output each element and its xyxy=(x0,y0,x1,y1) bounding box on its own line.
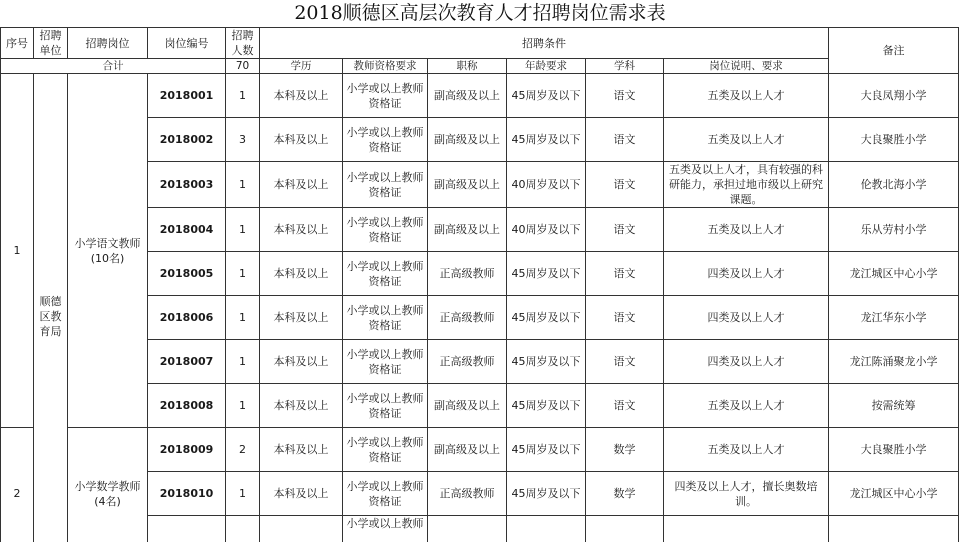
cell-education: 本科及以上 xyxy=(260,118,343,162)
cell-education: 本科及以上 xyxy=(260,340,343,384)
cell-subject: 语文 xyxy=(586,162,664,208)
cell-remark: 龙江华东小学 xyxy=(829,296,959,340)
cell-title: 副高级及以上 xyxy=(428,208,507,252)
cell-remark: 按需统筹 xyxy=(829,384,959,428)
subheader-row xyxy=(1,59,959,74)
header-remarks: 备注 xyxy=(829,28,959,74)
cell-remark: 龙江陈涌聚龙小学 xyxy=(829,340,959,384)
cell-subject: 语文 xyxy=(586,296,664,340)
table-row xyxy=(1,428,959,472)
cell-subject: 语文 xyxy=(586,74,664,118)
cell-code: 2018005 xyxy=(148,252,226,296)
cell-code: 2018008 xyxy=(148,384,226,428)
cell-age: 45周岁及以下 xyxy=(507,472,586,516)
cell-certificate: 小学或以上教师资格证 xyxy=(343,252,428,296)
cell-subject: 语文 xyxy=(586,340,664,384)
cell-code: 2018010 xyxy=(148,472,226,516)
subheader-age: 年龄要求 xyxy=(507,59,586,74)
cell-remark: 乐从劳村小学 xyxy=(829,208,959,252)
cell-certificate: 小学或以上教师资格证 xyxy=(343,74,428,118)
cell-count: 1 xyxy=(226,340,260,384)
cell-certificate: 小学或以上教师资格证 xyxy=(343,208,428,252)
cell-age: 45周岁及以下 xyxy=(507,74,586,118)
cell-description: 四类及以上人才 xyxy=(664,340,829,384)
header-code: 岗位编号 xyxy=(148,28,226,59)
cell-count xyxy=(226,516,260,542)
cell-description: 五类及以上人才，具有较强的科研能力，承担过地市级以上研究课题。 xyxy=(664,162,829,208)
cell-certificate: 小学或以上教师资格证 xyxy=(343,296,428,340)
cell-certificate: 小学或以上教师资格证 xyxy=(343,162,428,208)
cell-count: 1 xyxy=(226,162,260,208)
cell-subject xyxy=(586,516,664,542)
cell-code: 2018009 xyxy=(148,428,226,472)
cell-education: 本科及以上 xyxy=(260,208,343,252)
cell-description: 五类及以上人才 xyxy=(664,384,829,428)
cell-remark: 大良聚胜小学 xyxy=(829,428,959,472)
cell-age: 45周岁及以下 xyxy=(507,118,586,162)
cell-subject: 数学 xyxy=(586,472,664,516)
cell-remark: 大良聚胜小学 xyxy=(829,118,959,162)
subheader-certificate: 教师资格要求 xyxy=(343,59,428,74)
cell-code: 2018007 xyxy=(148,340,226,384)
cell-remark: 龙江城区中心小学 xyxy=(829,252,959,296)
cell-code: 2018001 xyxy=(148,74,226,118)
cell-title: 正高级教师 xyxy=(428,252,507,296)
cell-title: 副高级及以上 xyxy=(428,384,507,428)
cell-remark: 伦教北海小学 xyxy=(829,162,959,208)
cell-certificate: 小学或以上教师资格证 xyxy=(343,428,428,472)
cell-title: 副高级及以上 xyxy=(428,428,507,472)
group-seq: 2 xyxy=(1,428,34,542)
cell-title: 正高级教师 xyxy=(428,296,507,340)
group-post xyxy=(68,428,148,542)
cell-education: 本科及以上 xyxy=(260,428,343,472)
cell-education: 本科及以上 xyxy=(260,296,343,340)
cell-code: 2018004 xyxy=(148,208,226,252)
cell-subject: 语文 xyxy=(586,208,664,252)
cell-age: 45周岁及以下 xyxy=(507,252,586,296)
cell-education: 本科及以上 xyxy=(260,74,343,118)
cell-count: 1 xyxy=(226,74,260,118)
cell-subject: 数学 xyxy=(586,428,664,472)
cell-description: 五类及以上人才 xyxy=(664,208,829,252)
cell-education: 本科及以上 xyxy=(260,472,343,516)
cell-age: 45周岁及以下 xyxy=(507,428,586,472)
cell-age: 45周岁及以下 xyxy=(507,384,586,428)
cell-count: 1 xyxy=(226,252,260,296)
post-name: 小学数学教师 xyxy=(74,479,141,493)
header-row xyxy=(1,28,959,59)
post-count: (10名) xyxy=(90,251,125,265)
recruitment-table xyxy=(0,27,959,542)
table-row xyxy=(1,74,959,118)
subheader-subject: 学科 xyxy=(586,59,664,74)
header-conditions: 招聘条件 xyxy=(260,28,829,59)
cell-remark xyxy=(829,516,959,542)
cell-title: 正高级教师 xyxy=(428,340,507,384)
total-value: 70 xyxy=(226,59,260,74)
subheader-education: 学历 xyxy=(260,59,343,74)
cell-title xyxy=(428,516,507,542)
cell-count: 2 xyxy=(226,428,260,472)
post-name: 小学语文教师 xyxy=(74,236,141,250)
cell-count: 1 xyxy=(226,384,260,428)
cell-code: 2018002 xyxy=(148,118,226,162)
subheader-title: 职称 xyxy=(428,59,507,74)
cell-age: 40周岁及以下 xyxy=(507,208,586,252)
cell-age: 45周岁及以下 xyxy=(507,340,586,384)
cell-education: 本科及以上 xyxy=(260,384,343,428)
cell-age: 45周岁及以下 xyxy=(507,296,586,340)
cell-certificate: 小学或以上教师资格证 xyxy=(343,118,428,162)
header-post: 招聘岗位 xyxy=(68,28,148,59)
cell-description: 五类及以上人才 xyxy=(664,74,829,118)
cell-count: 1 xyxy=(226,472,260,516)
cell-certificate: 小学或以上教师资格证 xyxy=(343,472,428,516)
cell-description: 四类及以上人才 xyxy=(664,296,829,340)
cell-title: 副高级及以上 xyxy=(428,162,507,208)
cell-certificate: 小学或以上教师 xyxy=(343,516,428,542)
cell-remark: 大良凤翔小学 xyxy=(829,74,959,118)
cell-subject: 语文 xyxy=(586,384,664,428)
cell-subject: 语文 xyxy=(586,118,664,162)
cell-count: 1 xyxy=(226,208,260,252)
cell-certificate: 小学或以上教师资格证 xyxy=(343,340,428,384)
cell-code: 2018006 xyxy=(148,296,226,340)
cell-count: 3 xyxy=(226,118,260,162)
cell-description xyxy=(664,516,829,542)
unit-name: 顺德区教育局 xyxy=(34,74,68,542)
cell-description: 四类及以上人才 xyxy=(664,252,829,296)
cell-count: 1 xyxy=(226,296,260,340)
cell-description: 五类及以上人才 xyxy=(664,428,829,472)
group-seq: 1 xyxy=(1,74,34,428)
cell-education: 本科及以上 xyxy=(260,252,343,296)
cell-title: 副高级及以上 xyxy=(428,118,507,162)
post-count: (4名) xyxy=(94,494,121,508)
cell-education xyxy=(260,516,343,542)
total-label: 合计 xyxy=(1,59,226,74)
cell-code: 2018003 xyxy=(148,162,226,208)
header-count: 招聘人数 xyxy=(226,28,260,59)
cell-certificate: 小学或以上教师资格证 xyxy=(343,384,428,428)
cell-title: 正高级教师 xyxy=(428,472,507,516)
cell-subject: 语文 xyxy=(586,252,664,296)
cell-age: 40周岁及以下 xyxy=(507,162,586,208)
cell-title: 副高级及以上 xyxy=(428,74,507,118)
cell-description: 五类及以上人才 xyxy=(664,118,829,162)
cell-education: 本科及以上 xyxy=(260,162,343,208)
header-seq: 序号 xyxy=(1,28,34,59)
cell-code xyxy=(148,516,226,542)
document-title: 2018顺德区高层次教育人才招聘岗位需求表 xyxy=(294,2,666,24)
cell-remark: 龙江城区中心小学 xyxy=(829,472,959,516)
cell-description: 四类及以上人才，擅长奥数培训。 xyxy=(664,472,829,516)
header-unit: 招聘单位 xyxy=(34,28,68,59)
group-post xyxy=(68,74,148,428)
subheader-description: 岗位说明、要求 xyxy=(664,59,829,74)
cell-age xyxy=(507,516,586,542)
